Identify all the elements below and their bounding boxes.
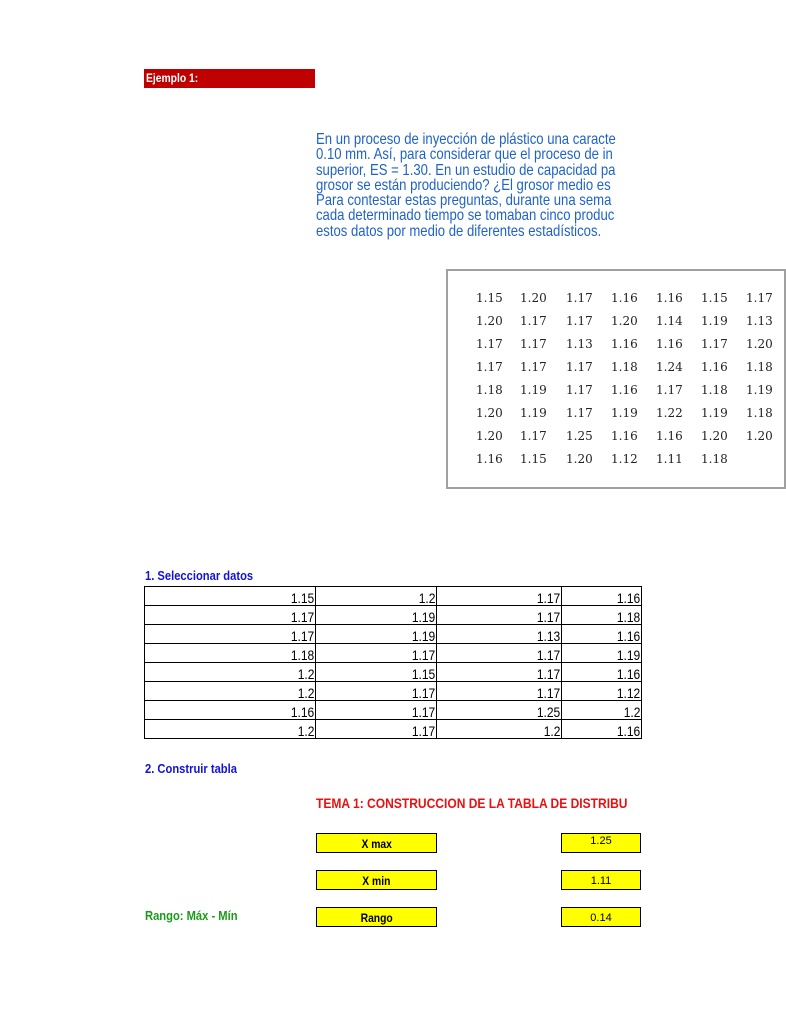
cell-value: 1.2 <box>543 723 560 739</box>
data-value: 1.18 <box>476 383 503 397</box>
problem-statement <box>316 132 642 254</box>
table-cell[interactable] <box>145 663 316 682</box>
data-value: 1.17 <box>476 337 503 351</box>
cell-value: 1.17 <box>290 609 314 625</box>
data-value: 1.17 <box>566 314 593 328</box>
data-value: 1.13 <box>566 337 593 351</box>
data-image-box <box>446 269 786 489</box>
table-row <box>145 720 642 739</box>
cell-value: 1.17 <box>290 628 314 644</box>
cell-value: 1.2 <box>297 685 314 701</box>
table-cell[interactable] <box>437 644 562 663</box>
data-value: 1.24 <box>656 360 683 374</box>
cell-value: 1.13 <box>536 628 560 644</box>
data-value: 1.14 <box>656 314 683 328</box>
table-cell[interactable] <box>316 682 437 701</box>
data-value: 1.17 <box>520 429 547 443</box>
data-value: 1.19 <box>701 314 728 328</box>
data-value: 1.17 <box>656 383 683 397</box>
table-cell[interactable] <box>316 606 437 625</box>
cell-value: 1.17 <box>536 666 560 682</box>
cell-value: 1.16 <box>290 704 314 720</box>
data-value: 1.20 <box>476 406 503 420</box>
data-value: 1.20 <box>611 314 638 328</box>
cell-value: 1.15 <box>411 666 435 682</box>
table-cell[interactable] <box>316 663 437 682</box>
data-value: 1.18 <box>611 360 638 374</box>
problem-line: Para contestar estas preguntas, durante una sema <box>316 192 612 210</box>
table-cell[interactable] <box>437 587 562 606</box>
data-value: 1.17 <box>520 360 547 374</box>
xmax-value[interactable]: 1.25 <box>561 833 641 853</box>
cell-value: 1.17 <box>411 704 435 720</box>
table-row <box>145 587 642 606</box>
data-value: 1.18 <box>746 406 773 420</box>
table-cell[interactable] <box>316 644 437 663</box>
cell-value: 1.2 <box>297 666 314 682</box>
problem-line: 0.10 mm. Así, para considerar que el proceso de in <box>316 146 613 164</box>
table-cell[interactable] <box>316 720 437 739</box>
cell-value: 1.2 <box>623 704 640 720</box>
example-label: Ejemplo 1: <box>144 69 315 88</box>
table-cell[interactable] <box>145 701 316 720</box>
cell-value: 1.16 <box>616 590 640 606</box>
table-cell[interactable] <box>316 625 437 644</box>
xmin-value[interactable]: 1.11 <box>561 870 641 890</box>
data-value: 1.16 <box>701 360 728 374</box>
data-value: 1.15 <box>520 452 547 466</box>
data-value: 1.25 <box>566 429 593 443</box>
table-row <box>145 701 642 720</box>
data-value: 1.16 <box>611 383 638 397</box>
data-value: 1.18 <box>701 452 728 466</box>
rango-value[interactable]: 0.14 <box>561 907 641 927</box>
problem-line: grosor se están produciendo? ¿El grosor medio es <box>316 176 611 194</box>
data-value: 1.16 <box>611 291 638 305</box>
cell-value: 1.15 <box>290 590 314 606</box>
table-row <box>145 606 642 625</box>
data-value: 1.15 <box>476 291 503 305</box>
table-cell[interactable] <box>145 606 316 625</box>
cell-value: 1.17 <box>536 647 560 663</box>
data-value: 1.15 <box>701 291 728 305</box>
data-value: 1.12 <box>611 452 638 466</box>
table-row <box>145 625 642 644</box>
cell-value: 1.19 <box>616 647 640 663</box>
table-cell[interactable] <box>437 720 562 739</box>
data-value: 1.20 <box>476 429 503 443</box>
data-value: 1.20 <box>746 429 773 443</box>
data-value: 1.17 <box>520 314 547 328</box>
table-cell[interactable] <box>145 720 316 739</box>
table-cell[interactable] <box>316 587 437 606</box>
data-value: 1.17 <box>566 291 593 305</box>
data-value: 1.19 <box>520 406 547 420</box>
data-value: 1.13 <box>746 314 773 328</box>
table-cell[interactable] <box>562 701 642 720</box>
table-cell[interactable] <box>562 720 642 739</box>
cell-value: 1.2 <box>418 590 435 606</box>
table-cell[interactable] <box>562 682 642 701</box>
xmin-label: X min <box>316 870 437 890</box>
cell-value: 1.25 <box>536 704 560 720</box>
table-cell[interactable] <box>562 606 642 625</box>
data-value: 1.19 <box>611 406 638 420</box>
problem-line: superior, ES = 1.30. En un estudio de capacidad pa <box>316 161 616 179</box>
table-cell[interactable] <box>145 625 316 644</box>
xmax-label: X max <box>316 833 437 853</box>
data-value: 1.17 <box>701 337 728 351</box>
data-value: 1.16 <box>611 429 638 443</box>
cell-value: 1.17 <box>411 685 435 701</box>
cell-value: 1.18 <box>616 609 640 625</box>
data-value: 1.17 <box>566 406 593 420</box>
data-value: 1.20 <box>520 291 547 305</box>
data-value: 1.19 <box>701 406 728 420</box>
section-1-title: 1. Seleccionar datos <box>145 568 254 583</box>
table-row <box>145 663 642 682</box>
data-value: 1.18 <box>701 383 728 397</box>
cell-value: 1.17 <box>536 590 560 606</box>
selected-data-table <box>144 586 642 739</box>
table-cell[interactable] <box>562 625 642 644</box>
tema-title: TEMA 1: CONSTRUCCION DE LA TABLA DE DISTRIBU <box>316 795 628 811</box>
cell-value: 1.12 <box>616 685 640 701</box>
data-value: 1.16 <box>656 337 683 351</box>
data-value: 1.22 <box>656 406 683 420</box>
table-cell[interactable] <box>437 682 562 701</box>
table-cell[interactable] <box>562 587 642 606</box>
table-row <box>145 682 642 701</box>
data-value: 1.17 <box>566 383 593 397</box>
data-value: 1.19 <box>520 383 547 397</box>
data-value: 1.18 <box>746 360 773 374</box>
data-value: 1.16 <box>656 291 683 305</box>
cell-value: 1.16 <box>616 723 640 739</box>
problem-line: estos datos por medio de diferentes estadísticos. <box>316 222 602 240</box>
cell-value: 1.19 <box>411 628 435 644</box>
table-cell[interactable] <box>562 644 642 663</box>
cell-value: 1.16 <box>616 666 640 682</box>
data-value: 1.16 <box>656 429 683 443</box>
table-cell[interactable] <box>562 663 642 682</box>
data-value: 1.17 <box>746 291 773 305</box>
problem-line: cada determinado tiempo se tomaban cinco produc <box>316 207 615 225</box>
data-value: 1.20 <box>566 452 593 466</box>
data-value: 1.16 <box>476 452 503 466</box>
section-2-title: 2. Construir tabla <box>145 761 237 776</box>
data-value: 1.20 <box>746 337 773 351</box>
cell-value: 1.17 <box>536 609 560 625</box>
table-cell[interactable] <box>437 606 562 625</box>
data-value: 1.17 <box>520 337 547 351</box>
cell-value: 1.19 <box>411 609 435 625</box>
data-value: 1.20 <box>476 314 503 328</box>
cell-value: 1.2 <box>297 723 314 739</box>
rango-label: Rango <box>316 907 437 927</box>
cell-value: 1.17 <box>536 685 560 701</box>
cell-value: 1.18 <box>290 647 314 663</box>
problem-line: En un proceso de inyección de plástico una caracte <box>316 131 616 148</box>
data-value: 1.20 <box>701 429 728 443</box>
data-value: 1.17 <box>566 360 593 374</box>
table-row <box>145 644 642 663</box>
table-cell[interactable] <box>316 701 437 720</box>
cell-value: 1.17 <box>411 723 435 739</box>
table-cell[interactable] <box>145 587 316 606</box>
rango-note: Rango: Máx - Mín <box>145 908 238 923</box>
data-value: 1.11 <box>656 452 683 466</box>
table-cell[interactable] <box>437 701 562 720</box>
data-value: 1.16 <box>611 337 638 351</box>
table-cell[interactable] <box>145 644 316 663</box>
data-value: 1.17 <box>476 360 503 374</box>
table-cell[interactable] <box>437 625 562 644</box>
data-value: 1.19 <box>746 383 773 397</box>
cell-value: 1.17 <box>411 647 435 663</box>
table-cell[interactable] <box>145 682 316 701</box>
table-cell[interactable] <box>437 663 562 682</box>
cell-value: 1.16 <box>616 628 640 644</box>
